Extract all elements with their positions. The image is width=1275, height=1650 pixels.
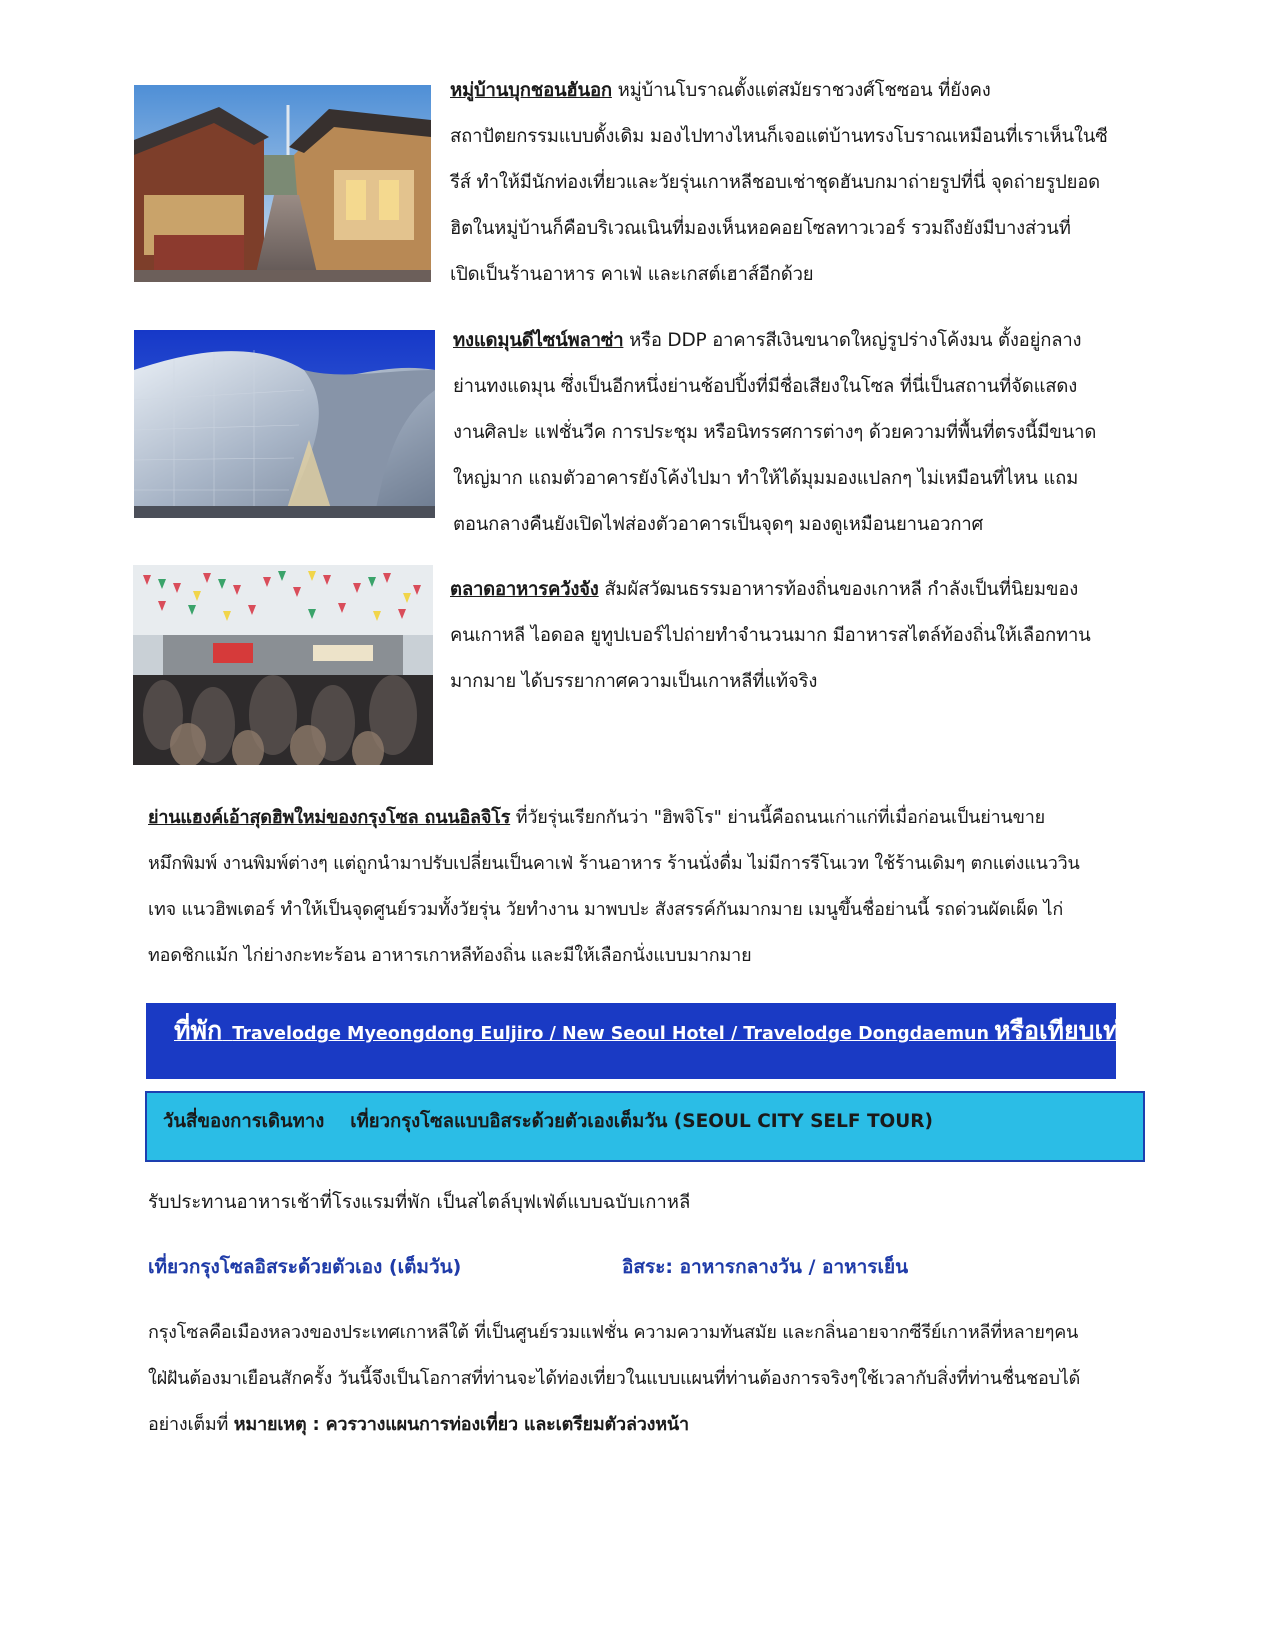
text-line: หมู่บ้านโบราณตั้งแต่สมัยราชวงศ์โชซอน ที่ยังคง (611, 80, 991, 101)
ddp-paragraph (453, 318, 1153, 548)
note-text: หมายเหตุ : ควรวางแผนการท่องเที่ยว และเตรียมตัวล่วงหน้า (233, 1414, 689, 1435)
text-line: ย่านทงแดมุน ซึ่งเป็นอีกหนึ่งย่านช้อปปิ้งที่มีชื่อเสียงในโซล ที่นี่เป็นสถานที่จัดแสดง (453, 376, 1078, 397)
free-day-left: เที่ยวกรุงโซลอิสระด้วยตัวเอง (เต็มวัน) (148, 1256, 462, 1278)
euljiro-paragraph (148, 795, 1148, 979)
text-line: ทอดชิกแม้ก ไก่ย่างกะทะร้อน อาหารเกาหลีท้องถิ่น และมีให้เลือกนั่งแบบมากมาย (148, 945, 752, 966)
text-line: หมึกพิมพ์ งานพิมพ์ต่างๆ แต่ถูกนำมาปรับเปลี่ยนเป็นคาเฟ่ ร้านอาหาร ร้านนั่งดื่ม ไม่มีการรีโนเวท ใช้ร้านเดิมๆ ตกแต่งแนววิน (148, 853, 1080, 874)
gwangjang-market-photo (133, 565, 433, 765)
euljiro-heading: ย่านแฮงค์เอ้าสุดฮิพใหม่ของกรุงโซล ถนนอิลจิโร (148, 807, 511, 828)
bukchon-hanok-photo (134, 85, 431, 282)
day-label: วันสี่ของการเดินทาง (163, 1111, 325, 1132)
text-line: ใฝ่ฝันต้องมาเยือนสักครั้ง วันนี้จึงเป็นโอกาสที่ท่านจะได้ท่องเที่ยวในแบบแผนที่ท่านต้องการจริงๆใช้เวลากับสิ่งที่ท่านชื่นชอบได้ (148, 1368, 1081, 1389)
text-line: คนเกาหลี ไอดอล ยูทูปเบอร์ไปถ่ายทำจำนวนมาก มีอาหารสไตล์ท้องถิ่นให้เลือกทาน (450, 625, 1091, 646)
text-line: งานศิลปะ แฟชั่นวีค การประชุม หรือนิทรรศการต่างๆ ด้วยความที่พื้นที่ตรงนี้มีขนาด (453, 422, 1097, 443)
hotel-banner (146, 1003, 1134, 1079)
text-line: ใหญ่มาก แถมตัวอาคารยังโค้งไปมา ทำให้ได้มุมมองแปลกๆ ไม่เหมือนที่ไหน แถม (453, 468, 1079, 489)
gwangjang-heading: ตลาดอาหารควังจัง (450, 579, 599, 600)
text-line: ที่วัยรุ่นเรียกกันว่า "ฮิพจิโร" ย่านนี้คือถนนเก่าแก่ที่เมื่อก่อนเป็นย่านขาย (510, 807, 1045, 828)
text-line: เปิดเป็นร้านอาหาร คาเฟ่ และเกสต์เฮาส์อีกด้วย (450, 264, 814, 285)
ddp-photo (134, 330, 435, 518)
seoul-intro-paragraph (148, 1310, 1148, 1448)
text-line: อย่างเต็มที่ (148, 1414, 234, 1435)
hotel-prefix: ที่พัก (174, 1016, 223, 1045)
text-line: สัมผัสวัฒนธรรมอาหารท้องถิ่นของเกาหลี กำลังเป็นที่นิยมของ (598, 579, 1079, 600)
text-line: มากมาย ได้บรรยากาศความเป็นเกาหลีที่แท้จริง (450, 671, 818, 692)
text-line: รีส์ ทำให้มีนักท่องเที่ยวและวัยรุ่นเกาหลีชอบเช่าชุดฮันบกมาถ่ายรูปที่นี่ จุดถ่ายรูปยอด (450, 172, 1100, 193)
day-title: เที่ยวกรุงโซลแบบอิสระด้วยตัวเองเต็มวัน (SEOUL CITY SELF TOUR) (350, 1111, 934, 1132)
text-line: เทจ แนวฮิพเตอร์ ทำให้เป็นจุดศูนย์รวมทั้งวัยรุ่น วัยทำงาน มาพบปะ สังสรรค์กันมากมาย เมนูขึ้นชื่อย่านนี้ รถด่วนผัดเผ็ด ไก่ (148, 899, 1064, 920)
bukchon-paragraph (450, 68, 1150, 298)
bukchon-heading: หมู่บ้านบุกชอนฮันอก (450, 80, 612, 101)
hotel-suffix: หรือเทียบเท่า (994, 1016, 1134, 1045)
gwangjang-paragraph (450, 567, 1150, 705)
breakfast-text: รับประทานอาหารเช้าที่โรงแรมที่พัก เป็นสไตล์บุฟเฟ่ต์แบบฉบับเกาหลี (148, 1192, 691, 1213)
hotel-banner-line (174, 1011, 1134, 1051)
day-four-line (163, 1107, 933, 1136)
text-line: กรุงโซลคือเมืองหลวงของประเทศเกาหลีใต้ ที่เป็นศูนย์รวมแฟชั่น ความความทันสมัย และกลิ่นอายจากซีรีย์เกาหลีที่หลายๆคน (148, 1322, 1079, 1343)
free-day-meals: อิสระ: อาหารกลางวัน / อาหารเย็น (622, 1256, 909, 1278)
text-line: ตอนกลางคืนยังเปิดไฟส่องตัวอาคารเป็นจุดๆ มองดูเหมือนยานอวกาศ (453, 514, 984, 535)
text-line: ฮิตในหมู่บ้านก็คือบริเวณเนินที่มองเห็นหอคอยโซลทาวเวอร์ รวมถึงยังมีบางส่วนที่ (450, 218, 1071, 239)
text-line: สถาปัตยกรรมแบบดั้งเดิม มองไปทางไหนก็เจอแต่บ้านทรงโบราณเหมือนที่เราเห็นในซี (450, 126, 1108, 147)
text-line: หรือ DDP อาคารสีเงินขนาดใหญ่รูปร่างโค้งมน ตั้งอยู่กลาง (623, 330, 1082, 351)
day-four-header (145, 1091, 1145, 1162)
ddp-heading: ทงแดมุนดีไซน์พลาซ่า (453, 330, 624, 351)
hotel-names: Travelodge Myeongdong Euljiro / New Seoul Hotel / Travelodge Dongdaemun (232, 1024, 989, 1044)
